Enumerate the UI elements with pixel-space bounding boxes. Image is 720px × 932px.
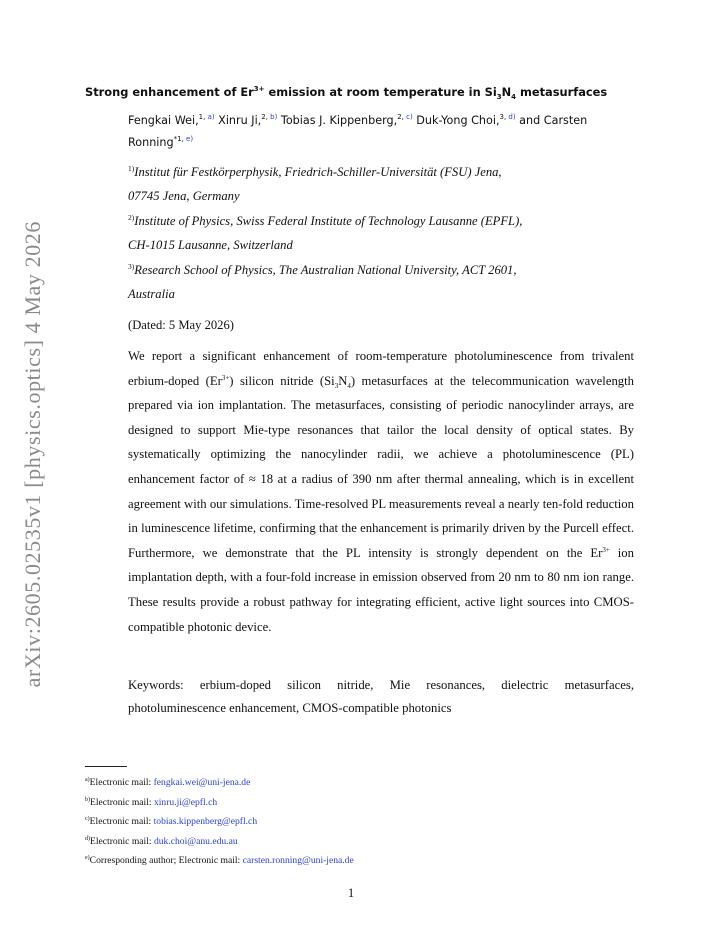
author-name: Duk-Yong Choi, [416, 114, 500, 127]
dated-line: (Dated: 5 May 2026) [128, 318, 234, 332]
footnote-key: c) [85, 816, 90, 822]
affiliation-2 [128, 209, 638, 257]
affiliation-line: Australia [128, 287, 175, 301]
keywords: Keywords: erbium-doped silicon nitride, Mie resonances, dielectric metasurfaces, photoluminescence enhancement, CMOS-compatible photonics [128, 678, 634, 715]
affiliation-number: 1) [128, 164, 135, 173]
author-footnote-link[interactable]: d) [506, 113, 516, 121]
affiliation-number: 2) [128, 213, 135, 222]
footnote-key: a) [85, 777, 90, 783]
arxiv-identifier: arXiv:2605.02535v1 [physics.optics] 4 May 2026 [20, 220, 45, 688]
email-link[interactable]: fengkai.wei@uni-jena.de [153, 777, 251, 788]
footnote [85, 832, 645, 852]
abstract-sup: 3+ [221, 373, 230, 382]
footnote-label: Electronic mail: [89, 777, 154, 788]
author [416, 114, 515, 127]
footnote [85, 812, 645, 832]
abstract-text: ) metasurfaces at the telecommunication wavelength prepared via ion implantation. The metasurfaces, consisting of periodic nanocylinder arrays, are designed to support Mie-type resonances that tailor the local density of optical states. By systematically optimizing the nanocylinder radii, we achieve a photoluminescence (PL) enhancement factor of ≈ 18 at a radius of 390 nm after thermal annealing, which is in excellent agreement with our simulations. Time-resolved PL measurements reveal a nearly ten-fold reduction in luminescence lifetime, confirming that the enhancement is primarily driven by the Purcell effect. Furthermore, we demonstrate that the PL intensity is strongly dependent on the Er [128, 373, 635, 560]
footnote-label: Electronic mail: [90, 835, 154, 847]
title-sup-1: 3+ [253, 85, 265, 93]
footnote [85, 851, 645, 871]
email-link[interactable]: tobias.kippenberg@epfl.ch [153, 816, 258, 827]
footnotes [85, 773, 645, 871]
abstract-text: ion implantation depth, with a four-fold increase in emission observed from 20 nm to 80 nm ion range. These results provide a robust pathway for integrating efficient, active light sources into CMOS-compatible photonic device. [128, 545, 634, 634]
author-list [128, 110, 638, 154]
footnote-key: e) [85, 855, 90, 861]
footnote [85, 793, 645, 813]
affiliation-line: Institute of Physics, Swiss Federal Institute of Technology Lausanne (EPFL), [134, 214, 523, 228]
author-footnote-link[interactable]: e) [183, 135, 194, 143]
author-name: Fengkai Wei, [128, 114, 199, 127]
affiliation-3 [128, 258, 638, 306]
email-link[interactable]: carsten.ronning@uni-jena.de [242, 855, 354, 866]
affiliation-line: CH-1015 Lausanne, Switzerland [128, 238, 293, 252]
author-footnote-link[interactable]: b) [267, 113, 278, 121]
author-name: Xinru Ji, [218, 114, 262, 127]
footnote-key: d) [85, 835, 90, 842]
author-affil-num: 1, [198, 113, 206, 121]
author-affil-num: *1, [173, 135, 184, 143]
title-text-3: N [501, 85, 512, 99]
title-sub-2: 4 [511, 93, 517, 101]
paper-title [85, 84, 645, 100]
author-affil-num: 2, [261, 113, 268, 121]
abstract-sub: 4 [347, 381, 351, 390]
author-separator: and [515, 114, 544, 127]
abstract-text: ) silicon nitride (Si [229, 373, 335, 388]
footnote-label: Electronic mail: [89, 816, 154, 827]
footnote-label: Electronic mail: [90, 796, 154, 808]
author-footnote-link[interactable]: a) [205, 113, 215, 121]
title-text-4: metasurfaces [516, 85, 608, 99]
affiliation-line: 07745 Jena, Germany [128, 189, 240, 203]
email-link[interactable]: duk.choi@anu.edu.au [153, 835, 238, 847]
author [128, 114, 215, 127]
author-affil-num: 3, [499, 113, 507, 121]
abstract-sup: 3+ [602, 545, 610, 554]
title-sub-1: 3 [496, 93, 502, 101]
affiliation-line: Research School of Physics, The Australian National University, ACT 2601, [134, 263, 517, 277]
title-text-1: Strong enhancement of Er [85, 85, 254, 99]
affiliation-line: Institut für Festkörperphysik, Friedrich-Schiller-Universität (FSU) Jena, [134, 165, 502, 179]
footnote-label: Corresponding author; Electronic mail: [89, 855, 243, 866]
arxiv-sidebar-stamp [13, 220, 53, 688]
abstract-text: N [338, 373, 348, 388]
author [218, 114, 277, 127]
abstract-sub: 3 [334, 381, 339, 390]
email-link[interactable]: xinru.ji@epfl.ch [153, 796, 218, 808]
affiliation-1 [128, 160, 638, 208]
abstract-text: We report a significant enhancement of room-temperature photoluminescence from trivalent erbium-doped (Er [128, 349, 634, 388]
footnote-divider [85, 766, 127, 767]
author-name: Carsten Ronning [128, 114, 588, 149]
page-number: 1 [347, 886, 355, 900]
title-text-2: emission at room temperature in Si [264, 85, 497, 99]
author [281, 114, 413, 127]
footnote-key: b) [85, 796, 90, 803]
author-footnote-link[interactable]: c) [403, 113, 413, 121]
abstract [128, 344, 634, 639]
affiliation-number: 3) [128, 262, 135, 271]
author-affil-num: 2, [397, 113, 404, 121]
footnote [85, 773, 645, 793]
author-name: Tobias J. Kippenberg, [280, 114, 398, 127]
